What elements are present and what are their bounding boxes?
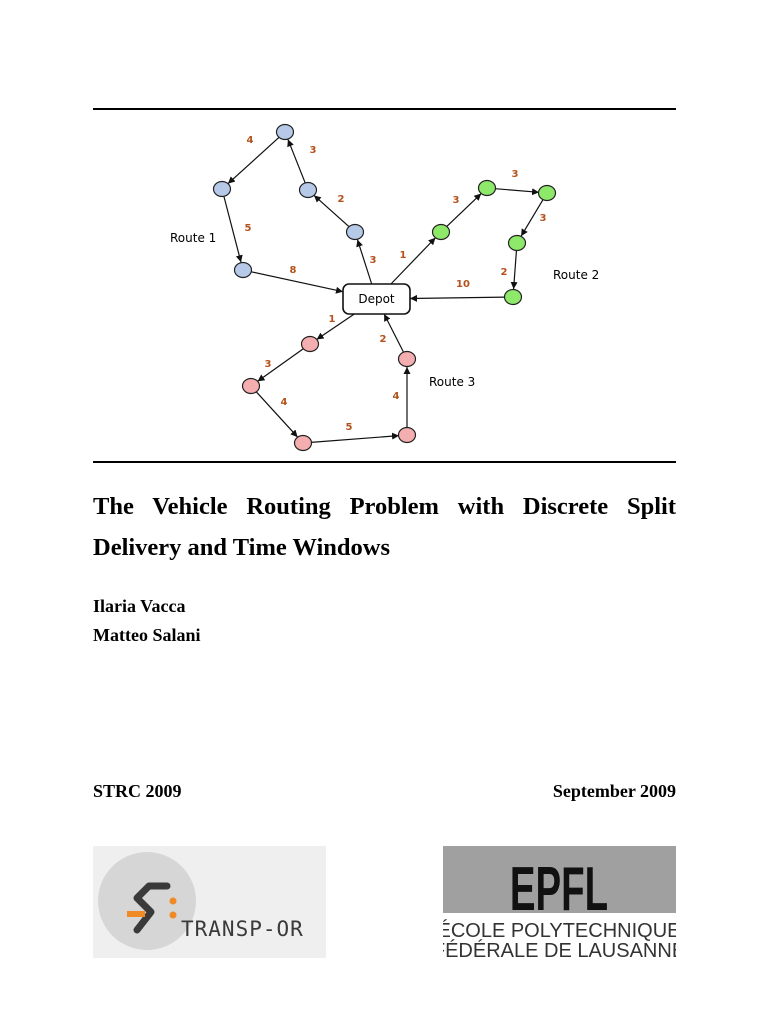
- depot-label: Depot: [358, 292, 395, 306]
- paper-title: The Vehicle Routing Problem with Discrete Split Delivery and Time Windows: [93, 493, 676, 561]
- route-3-customer-node: [399, 352, 416, 367]
- route-2-customer-node: [539, 186, 556, 201]
- route-2-customer-node: [509, 236, 526, 251]
- edge-weight-label: 3: [539, 213, 547, 224]
- route-edge: [384, 314, 403, 352]
- depot-node: [343, 284, 410, 314]
- publication-date: September 2009: [552, 781, 676, 801]
- route-edge: [311, 436, 399, 443]
- edge-weight-label: 5: [345, 422, 353, 433]
- route-diagram: [93, 110, 676, 462]
- edge-weight-label: 3: [264, 359, 272, 370]
- route-edge: [256, 392, 297, 437]
- author-name: Ilaria Vacca: [93, 596, 186, 616]
- edge-weight-label: 3: [452, 195, 460, 206]
- route-1-customer-node: [300, 183, 317, 198]
- route-3-label: Route 3: [429, 375, 476, 389]
- route-edge: [410, 297, 505, 298]
- route-1-customer-node: [235, 263, 252, 278]
- edge-weight-label: 3: [309, 145, 317, 156]
- route-edge: [514, 251, 517, 289]
- edge-weight-label: 2: [337, 194, 345, 205]
- edge-weight-label: 1: [328, 314, 336, 325]
- route-edge: [288, 139, 305, 182]
- edge-weight-label: 4: [246, 135, 254, 146]
- route-edge: [251, 272, 343, 292]
- route-2-customer-node: [433, 225, 450, 240]
- epfl-logo: [443, 846, 676, 958]
- author-name: Matteo Salani: [93, 625, 201, 645]
- edge-weight-label: 4: [392, 391, 400, 402]
- edge-weight-label: 2: [500, 267, 508, 278]
- route-edge: [228, 137, 279, 183]
- conference-label: STRC 2009: [93, 781, 182, 801]
- transpor-text: TRANSP-OR: [181, 917, 304, 941]
- route-2-customer-node: [479, 181, 496, 196]
- edge-weight-label: 3: [369, 255, 377, 266]
- edge-weight-label: 3: [511, 169, 519, 180]
- route-2-label: Route 2: [553, 268, 600, 282]
- edge-weight-label: 8: [289, 265, 297, 276]
- route-1-label: Route 1: [170, 231, 217, 245]
- route-1-customer-node: [277, 125, 294, 140]
- edge-weight-label: 5: [244, 223, 252, 234]
- edge-weight-label: 10: [456, 279, 470, 290]
- route-2-customer-node: [505, 290, 522, 305]
- epfl-line-1: ÉCOLE POLYTECHNIQUE: [443, 920, 676, 942]
- epfl-line-2: FÉDÉRALE DE LAUSANNE: [443, 940, 676, 958]
- epfl-wordmark: EPFL: [509, 853, 609, 924]
- bottom-rule: [93, 461, 676, 463]
- route-3-customer-node: [302, 337, 319, 352]
- route-3-customer-node: [399, 428, 416, 443]
- route-1-customer-node: [347, 225, 364, 240]
- transpor-logo: [93, 846, 326, 958]
- route-3-customer-node: [295, 436, 312, 451]
- edge-weight-label: 4: [280, 397, 288, 408]
- route-edge: [391, 238, 436, 284]
- route-1-customer-node: [214, 182, 231, 197]
- route-3-customer-node: [243, 379, 260, 394]
- edge-weight-label: 2: [379, 334, 387, 345]
- route-edge: [224, 197, 241, 263]
- edge-weight-label: 1: [399, 250, 407, 261]
- route-edge: [495, 189, 539, 193]
